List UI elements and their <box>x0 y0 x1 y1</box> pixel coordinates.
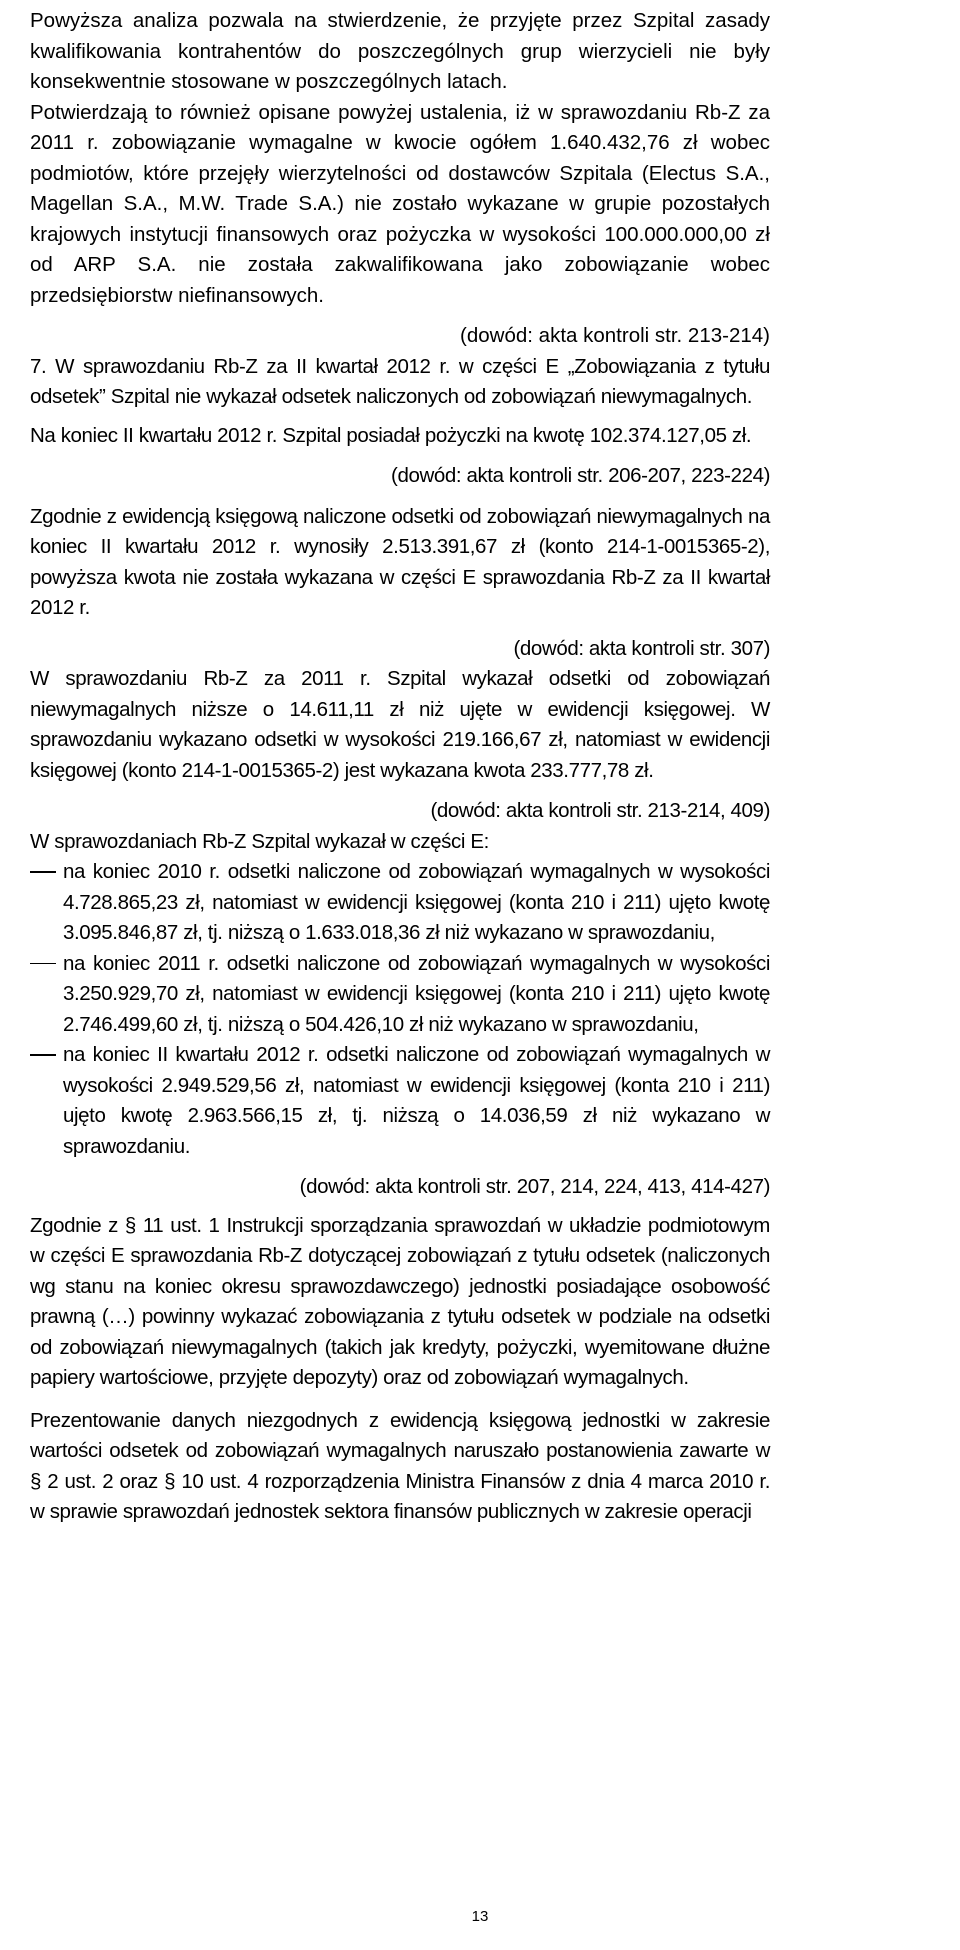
evidence-reference: (dowód: akta kontroli str. 307) <box>513 636 770 660</box>
evidence-reference: (dowód: akta kontroli str. 213-214, 409) <box>430 799 770 822</box>
document-page <box>30 6 770 1528</box>
paragraph-analysis: Powyższa analiza pozwala na stwierdzenie, że przyjęte przez Szpital zasady kwalifikowania kontrahentów do poszczególnych grup wierzycieli nie były konsekwentnie stosowane w poszczególnych latach. <box>30 9 770 93</box>
paragraph-report-2011: W sprawozdaniu Rb-Z za 2011 r. Szpital wykazał odsetki od zobowiązań niewymagalnych niższe o 14.611,11 zł niż ujęte w ewidencji księgowej. W sprawozdaniu wykazano odsetki w wysokości 219.166,67 zł, natomiast w ewidencji księgowej (konto 214-1-0015365-2) jest wykazana kwota 233.777,78 zł. <box>30 667 770 782</box>
evidence-reference: (dowód: akta kontroli str. 207, 214, 224, 413, 414-427) <box>299 1175 770 1198</box>
dash-bullet-icon <box>30 871 56 873</box>
dash-bullet-icon <box>30 963 56 965</box>
list-item: na koniec II kwartału 2012 r. odsetki naliczone od zobowiązań wymagalnych w wysokości 2.949.529,56 zł, natomiast w ewidencji księgowej (konta 210 i 211) ujęto kwotę 2.963.566,15 zł, tj. niższą o 14.036,59 zł niż wykazano w sprawozdaniu. <box>30 1040 770 1162</box>
dash-bullet-icon <box>30 1054 56 1056</box>
paragraph-confirmation: Potwierdzają to również opisane powyżej ustalenia, iż w sprawozdaniu Rb-Z za 2011 r. zobowiązanie wymagalne w kwocie ogółem 1.640.432,76 zł wobec podmiotów, które przejęły wierzytelności od dostawców Szpitala (Electus S.A., Magellan S.A., M.W. Trade S.A.) nie zostało wykazane w grupie pozostałych krajowych instytucji finansowych oraz pożyczka w wysokości 100.000.000,00 zł od ARP S.A. nie została zakwalifikowana jako zobowiązanie wobec przedsiębiorstw niefinansowych. <box>30 100 770 307</box>
paragraph-list-intro: W sprawozdaniach Rb-Z Szpital wykazał w części E: <box>30 829 489 853</box>
paragraph-regulation: Prezentowanie danych niezgodnych z ewidencją księgową jednostki w zakresie wartości odsetek od zobowiązań wymagalnych naruszało postanowienia zawarte w § 2 ust. 2 oraz § 10 ust. 4 rozporządzenia Ministra Finansów z dnia 4 marca 2010 r. w sprawie sprawozdań jednostek sektora finansów publicznych w zakresie operacji <box>30 1408 770 1523</box>
paragraph-section-7: 7. W sprawozdaniu Rb-Z za II kwartał 2012 r. w części E „Zobowiązania z tytułu odsetek” Szpital nie wykazał odsetek naliczonych od zobowiązań niewymagalnych. <box>30 354 770 408</box>
paragraph-instruction: Zgodnie z § 11 ust. 1 Instrukcji sporządzania sprawozdań w układzie podmiotowym w części E sprawozdania Rb-Z dotyczącej zobowiązań z tytułu odsetek (naliczonych wg stanu na koniec okresu sprawozdawczego) jednostki posiadające osobowość prawną (…) powinny wykazać zobowiązania z tytułu odsetek w podziale na odsetki od zobowiązań niewymagalnych (takich jak kredyty, pożyczki, wyemitowane dłużne papiery wartościowe, przyjęte depozyty) oraz od zobowiązań wymagalnych. <box>30 1213 770 1389</box>
evidence-reference: (dowód: akta kontroli str. 213-214) <box>460 324 770 347</box>
paragraph-ledger-interest: Zgodnie z ewidencją księgową naliczone odsetki od zobowiązań niewymagalnych na koniec II kwartału 2012 r. wynosiły 2.513.391,67 zł (konto 214-1-0015365-2), powyższa kwota nie została wykazana w części E sprawozdania Rb-Z za II kwartał 2012 r. <box>30 504 770 619</box>
page-number: 13 <box>471 1908 489 1925</box>
list-item: na koniec 2011 r. odsetki naliczone od zobowiązań wymagalnych w wysokości 3.250.929,70 zł, natomiast w ewidencji księgowej (konta 210 i 211) ujęto kwotę 2.746.499,60 zł, tj. niższą o 504.426,10 zł niż wykazano w sprawozdaniu, <box>30 949 770 1041</box>
paragraph-loans: Na koniec II kwartału 2012 r. Szpital posiadał pożyczki na kwotę 102.374.127,05 zł. <box>30 423 752 447</box>
evidence-reference: (dowód: akta kontroli str. 206-207, 223-224) <box>391 464 770 487</box>
list-item: na koniec 2010 r. odsetki naliczone od zobowiązań wymagalnych w wysokości 4.728.865,23 zł, natomiast w ewidencji księgowej (konta 210 i 211) ujęto kwotę 3.095.846,87 zł, tj. niższą o 1.633.018,36 zł niż wykazano w sprawozdaniu, <box>30 857 770 949</box>
